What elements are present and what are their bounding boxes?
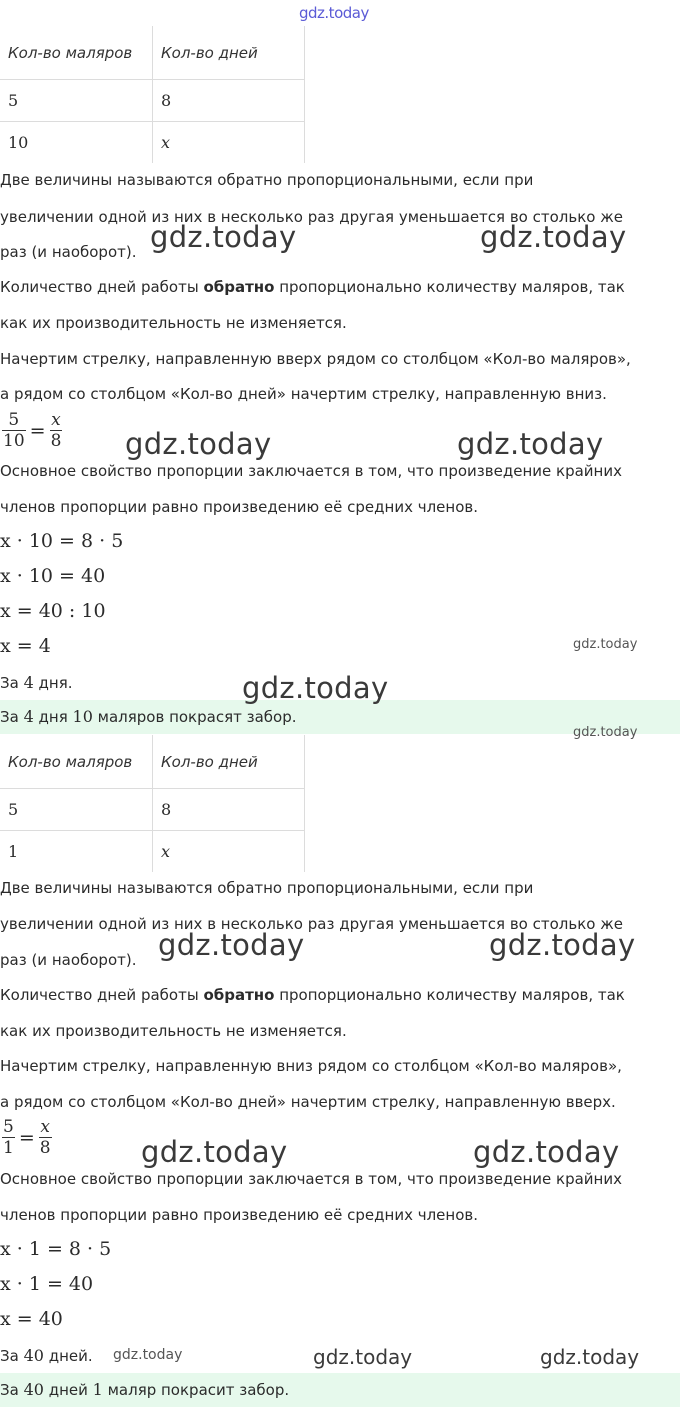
definition-line: Две величины называются обратно пропорциональными, если при xyxy=(0,879,534,897)
definition-line: увеличении одной из них в несколько раз другая уменьшается во столько же xyxy=(0,915,623,933)
property-line: членов пропорции равно произведению её средних членов. xyxy=(0,498,478,516)
arrows-line: Начертим стрелку, направленную вниз рядом со столбцом «Кол-во маляров», xyxy=(0,1057,622,1075)
answer-box: За 4 дня 10 маляров покрасят забор. xyxy=(0,700,680,734)
equation-step: x = 40 : 10 xyxy=(0,600,106,622)
bold-word: обратно xyxy=(203,278,275,296)
relation-line: Количество дней работы обратно пропорционально количеству маляров, так xyxy=(0,278,625,296)
data-table-2 xyxy=(0,735,305,872)
watermark: gdz.today xyxy=(113,1347,183,1363)
watermark: gdz.today xyxy=(457,427,604,461)
equation-step: x · 10 = 8 · 5 xyxy=(0,530,124,552)
table-cell: 8 xyxy=(153,80,305,122)
watermark: gdz.today xyxy=(125,427,272,461)
result-line: За 4 дня. xyxy=(0,673,73,692)
table-cell: 10 xyxy=(0,122,153,164)
watermark: gdz.today xyxy=(141,1135,288,1169)
equation-step: x · 10 = 40 xyxy=(0,565,106,587)
watermark: gdz.today xyxy=(313,1345,413,1369)
table-header-painters: Кол-во маляров xyxy=(0,26,153,80)
table-cell: 8 xyxy=(153,789,305,831)
equation-step: x · 1 = 8 · 5 xyxy=(0,1238,112,1260)
watermark: gdz.today xyxy=(540,1345,640,1369)
table-header-days: Кол-во дней xyxy=(153,26,305,80)
watermark: gdz.today xyxy=(150,220,297,254)
table-cell: x xyxy=(153,831,305,873)
table-cell: 1 xyxy=(0,831,153,873)
relation-line: как их производительность не изменяется. xyxy=(0,1022,347,1040)
table-header-painters: Кол-во маляров xyxy=(0,735,153,789)
table-cell: 5 xyxy=(0,80,153,122)
arrows-line: а рядом со столбцом «Кол-во дней» начертим стрелку, направленную вниз. xyxy=(0,385,607,403)
definition-line: раз (и наоборот). xyxy=(0,243,137,261)
definition-line: Две величины называются обратно пропорциональными, если при xyxy=(0,171,534,189)
site-title[interactable]: gdz.today xyxy=(299,4,369,22)
table-header-days: Кол-во дней xyxy=(153,735,305,789)
equation-step: x = 40 xyxy=(0,1308,63,1330)
definition-line: увеличении одной из них в несколько раз другая уменьшается во столько же xyxy=(0,208,623,226)
result-line: За 40 дней. xyxy=(0,1346,93,1365)
watermark: gdz.today xyxy=(573,725,638,740)
property-line: Основное свойство пропорции заключается в том, что произведение крайних xyxy=(0,462,622,480)
equation-step: x · 1 = 40 xyxy=(0,1273,94,1295)
equation-step: x = 4 xyxy=(0,635,51,657)
relation-line: Количество дней работы обратно пропорционально количеству маляров, так xyxy=(0,986,625,1004)
watermark: gdz.today xyxy=(242,671,389,705)
table-cell: x xyxy=(153,122,305,164)
property-line: Основное свойство пропорции заключается в том, что произведение крайних xyxy=(0,1170,622,1188)
table-cell: 5 xyxy=(0,789,153,831)
watermark: gdz.today xyxy=(573,637,638,652)
proportion-equation: $\frac{5}{10}$ = $\frac{x}{8}$ xyxy=(3,410,62,451)
watermark: gdz.today xyxy=(480,220,627,254)
arrows-line: Начертим стрелку, направленную вверх рядом со столбцом «Кол-во маляров», xyxy=(0,350,631,368)
watermark: gdz.today xyxy=(473,1135,620,1169)
bold-word: обратно xyxy=(203,986,275,1004)
watermark: gdz.today xyxy=(158,928,305,962)
definition-line: раз (и наоборот). xyxy=(0,951,137,969)
arrows-line: а рядом со столбцом «Кол-во дней» начертим стрелку, направленную вверх. xyxy=(0,1093,616,1111)
relation-line: как их производительность не изменяется. xyxy=(0,314,347,332)
property-line: членов пропорции равно произведению её средних членов. xyxy=(0,1206,478,1224)
answer-box: За 40 дней 1 маляр покрасит забор. xyxy=(0,1373,680,1407)
data-table-1 xyxy=(0,26,305,163)
proportion-equation: $\frac{5}{1}$ = $\frac{x}{8}$ xyxy=(3,1117,51,1158)
watermark: gdz.today xyxy=(489,928,636,962)
